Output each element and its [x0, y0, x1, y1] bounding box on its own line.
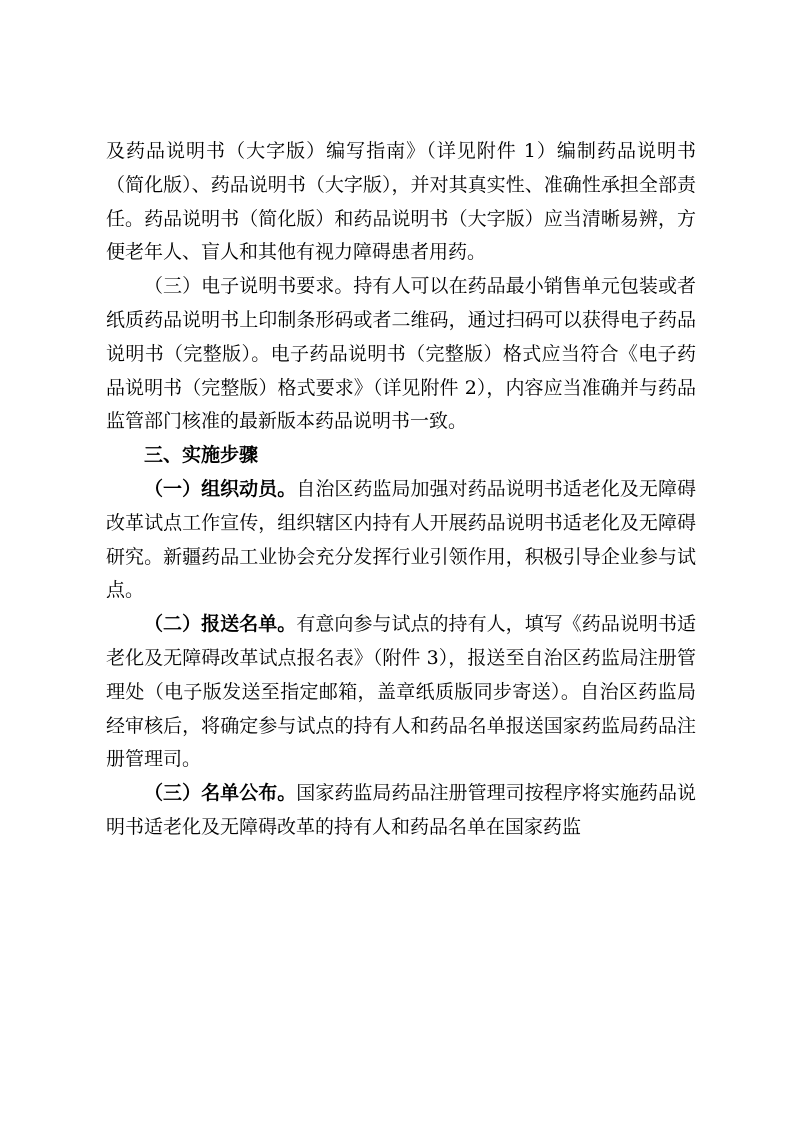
paragraph-electronic-manual: （三）电子说明书要求。持有人可以在药品最小销售单元包装或者纸质药品说明书上印制条形码或者二维码，通过扫码可以获得电子药品说明书（完整版）。电子药品说明书（完整版）格式应当符合《电子药品说明书（完整版）格式要求》（详见附件 2），内容应当准确并与药品监管部门核准的最新版本药品说明书一致。 [106, 275, 696, 433]
paragraph-lead-submit: （二）报送名单。 [144, 613, 297, 636]
paragraph-body-submit: 有意向参与试点的持有人，填写《药品说明书适老化及无障碍改革试点报名表》（附件 3），报送至自治区药监局注册管理处（电子版发送至指定邮箱，盖章纸质版同步寄送）。自治区药监局经审核后，将确定参与试点的持有人和药品名单报送国家药监局药品注册管理司。 [106, 613, 696, 771]
paragraph-body-publish: 国家药监局药品注册管理司按程序将实施药品说明书适老化及无障碍改革的持有人和药品名单在国家药监 [106, 782, 696, 838]
paragraph-submit-list [106, 608, 696, 777]
paragraph-publish-list [106, 777, 696, 845]
paragraph-continuation: 及药品说明书（大字版）编写指南》（详见附件 1）编制药品说明书（简化版）、药品说明书（大字版），并对其真实性、准确性承担全部责任。药品说明书（简化版）和药品说明书（大字版）应当清晰易辨，方便老年人、盲人和其他有视力障碍患者用药。 [106, 140, 696, 264]
paragraph-lead-organize: （一）组织动员。 [144, 477, 297, 500]
document-body [106, 135, 696, 845]
paragraph-organize-mobilize [106, 473, 696, 608]
paragraph-body-organize: 自治区药监局加强对药品说明书适老化及无障碍改革试点工作宣传，组织辖区内持有人开展药品说明书适老化及无障碍研究。新疆药品工业协会充分发挥行业引领作用，积极引导企业参与试点。 [106, 477, 696, 602]
section-heading-implementation-steps: 三、实施步骤 [144, 444, 259, 467]
paragraph-lead-publish: （三）名单公布。 [144, 782, 297, 805]
